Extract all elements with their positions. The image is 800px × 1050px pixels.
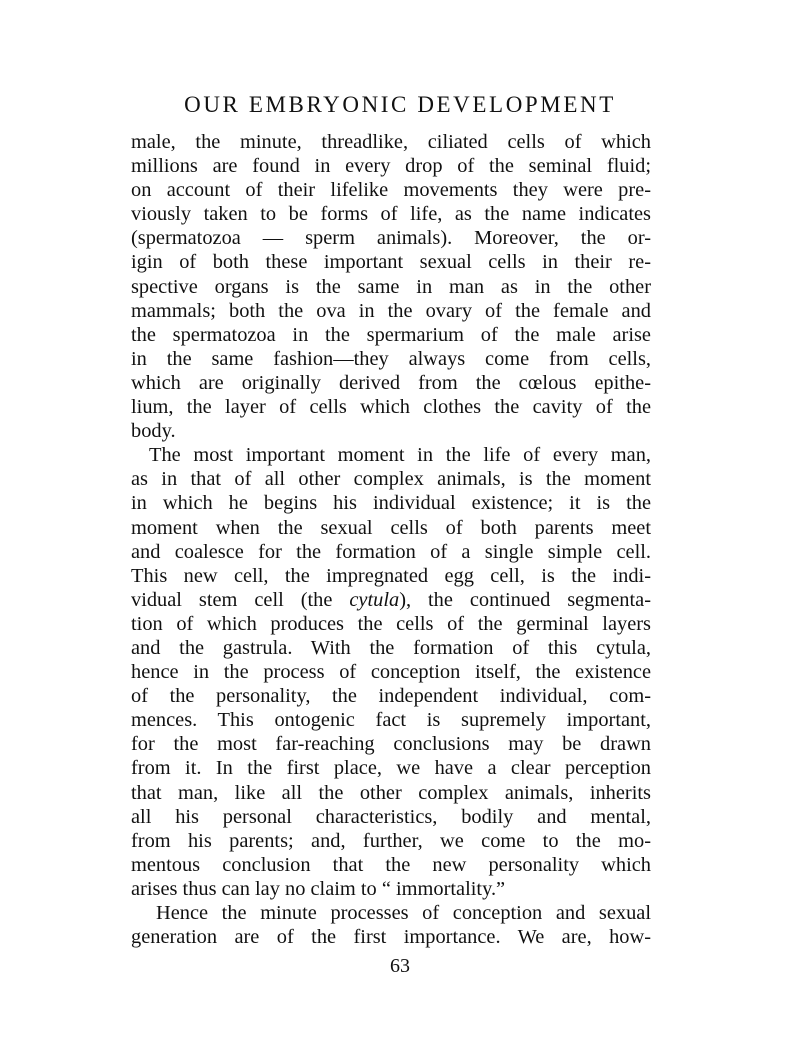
text-line: that man, like all the other complex animals, inherits <box>131 781 651 804</box>
text-line: for the most far-reaching conclusions may be drawn <box>131 733 651 756</box>
text-line: Hence the minute processes of conception and sexual <box>156 902 651 924</box>
text-line: tion of which produces the cells of the germinal layers <box>131 612 651 635</box>
text-line: millions are found in every drop of the seminal fluid; <box>131 155 651 178</box>
text-line: mentous conclusion that the new personality which <box>131 853 651 876</box>
italic-term: cytula <box>349 588 400 611</box>
text-line: from his parents; and, further, we come to the mo- <box>131 829 651 852</box>
text-span: ), the continued segmenta- <box>399 588 651 611</box>
text-line: generation are of the first importance. We are, how- <box>131 926 651 949</box>
text-line: arises thus can lay no claim to “ immortality.” <box>131 877 506 900</box>
text-line: lium, the layer of cells which clothes the cavity of the <box>131 396 651 419</box>
text-line-with-italic <box>131 588 651 612</box>
text-line: which are originally derived from the cœlous epithe- <box>131 371 651 394</box>
text-line: all his personal characteristics, bodily and mental, <box>131 805 651 828</box>
text-line: as in that of all other complex animals, is the moment <box>131 468 651 491</box>
text-line: and the gastrula. With the formation of this cytula, <box>131 636 651 659</box>
text-line: igin of both these important sexual cells in their re- <box>131 251 651 274</box>
text-line: from it. In the first place, we have a clear perception <box>131 757 651 780</box>
text-line: This new cell, the impregnated egg cell, is the indi- <box>131 564 651 587</box>
text-line: spective organs is the same in man as in the other <box>131 275 651 298</box>
running-head: OUR EMBRYONIC DEVELOPMENT <box>184 92 616 117</box>
text-line: on account of their lifelike movements they were pre- <box>131 179 651 202</box>
text-line: (spermatozoa — sperm animals). Moreover, the or- <box>131 227 651 250</box>
text-line: body. <box>131 420 176 443</box>
text-line: viously taken to be forms of life, as the name indicates <box>131 203 651 226</box>
text-line: mences. This ontogenic fact is supremely important, <box>131 709 651 732</box>
text-line: in the same fashion—they always come from cells, <box>131 347 651 370</box>
text-column <box>131 130 651 949</box>
text-line: male, the minute, threadlike, ciliated cells of which <box>131 131 651 153</box>
text-line: in which he begins his individual existence; it is the <box>131 492 651 515</box>
text-line: moment when the sexual cells of both parents meet <box>131 516 651 539</box>
text-line: of the personality, the independent individual, com- <box>131 685 651 708</box>
text-line: mammals; both the ova in the ovary of the female and <box>131 299 651 322</box>
text-line: The most important moment in the life of every man, <box>149 444 651 467</box>
text-line: and coalesce for the formation of a single simple cell. <box>131 540 651 563</box>
text-span: vidual stem cell (the <box>131 588 350 611</box>
page-number: 63 <box>390 955 410 977</box>
text-line: the spermatozoa in the spermarium of the male arise <box>131 323 651 346</box>
text-line: hence in the process of conception itself, the existence <box>131 661 651 684</box>
